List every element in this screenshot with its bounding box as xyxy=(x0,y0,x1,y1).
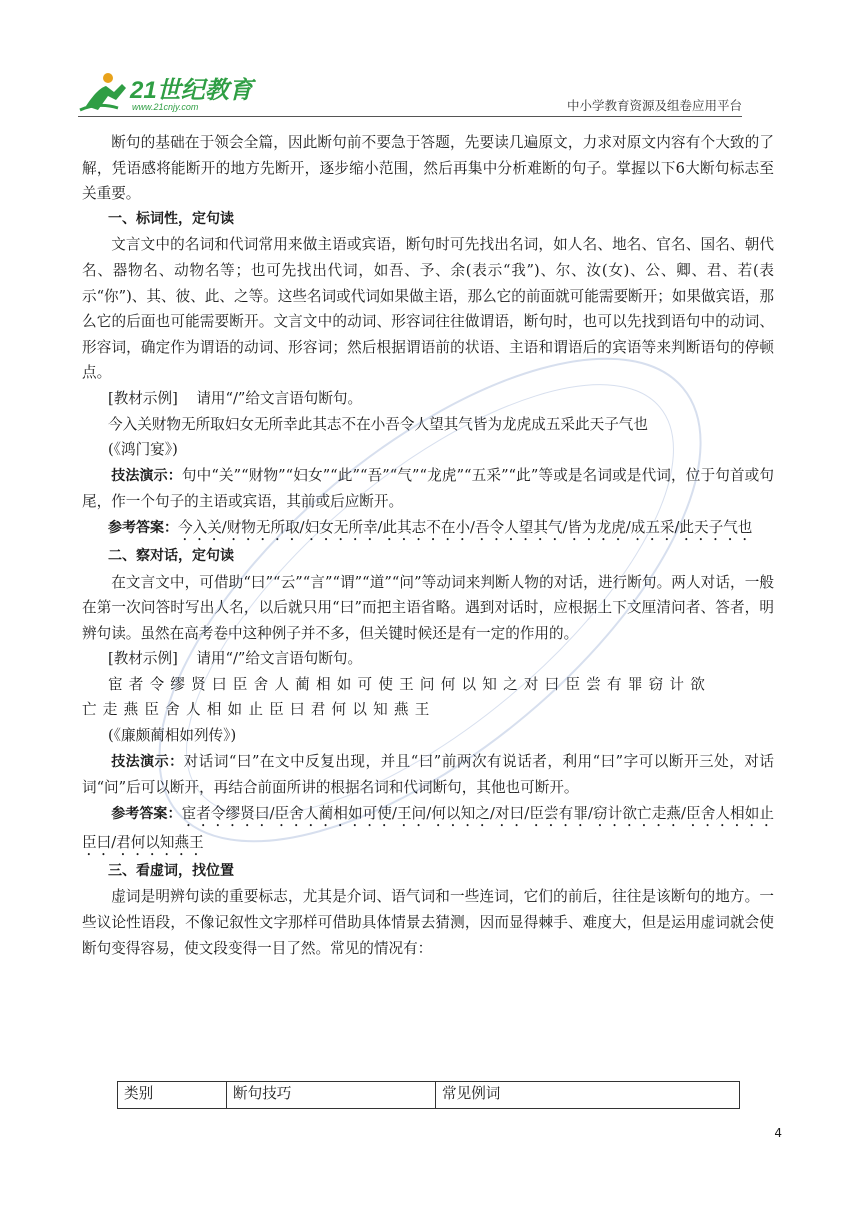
section-1-source: (《鸿门宴》) xyxy=(108,441,178,459)
example-prompt: 请用“/”给文言语句断句。 xyxy=(196,389,363,407)
technique-label: 技法演示： xyxy=(111,467,182,484)
section-2-heading: 二、察对话，定句读 xyxy=(108,547,234,564)
platform-name: 中小学教育资源及组卷应用平台 xyxy=(566,98,742,113)
answer-text: 今入关/财物无所取/妇女无所幸/此其志不在小/吾令人望其气/皆为龙虎/成五采/此天子气也 xyxy=(178,518,753,536)
technique-label: 技法演示： xyxy=(111,753,184,770)
21cnjy-logo xyxy=(78,70,258,114)
page-header xyxy=(78,66,742,118)
section-2-paragraph: 在文言文中，可借助“曰”“云”“言”“谓”“道”“问”等动词来判断人物的对话，进行断句。两人对话，一般在第一次问答时写出人名，以后就只用“曰”而把主语省略。遇到对话时，应根据上下文厘清问者、答者，明辨句读。虽然在高考卷中这种例子并不多，但关键时候还是有一定的作用的。 xyxy=(82,573,774,642)
section-1-example-text: 今入关财物无所取妇女无所幸此其志不在小吾令人望其气皆为龙虎成五采此天子气也 xyxy=(108,415,648,433)
section-1-example xyxy=(82,386,774,412)
table-header-row xyxy=(118,1082,740,1109)
example-label: [教材示例] xyxy=(108,650,178,668)
answer-label: 参考答案： xyxy=(108,519,178,536)
logo-url: www.21cnjy.com xyxy=(132,102,199,112)
section-2-example-line-2: 亡走燕臣舍人相如止臣曰君何以知燕王 xyxy=(82,701,436,719)
document-body xyxy=(82,130,774,961)
example-label: [教材示例] xyxy=(108,389,178,407)
technique-text: 对话词“曰”在文中反复出现，并且“曰”前两次有说话者，利用“曰”字可以断开三处，对话词“问”后可以断开，再结合前面所讲的根据名词和代词断句，其他也可断开。 xyxy=(82,752,774,797)
section-2-answer xyxy=(82,801,774,859)
answer-text: 宦者令缪贤曰/臣舍人蔺相如可使/王问/何以知之/对曰/臣尝有罪/窃计欲亡走燕/臣舍人相如止臣曰/君何以知燕王 xyxy=(82,804,774,851)
example-prompt: 请用“/”给文言语句断句。 xyxy=(196,650,363,668)
technique-text: 句中“关”“财物”“妇女”“此”“吾”“气”“龙虎”“五采”“此”等或是名词或是代词，位于句首或句尾，作一个句子的主语或宾语，其前或后应断开。 xyxy=(82,466,775,511)
table-header-cell: 断句技巧 xyxy=(227,1082,436,1109)
section-1-heading: 一、标词性，定句读 xyxy=(108,210,234,227)
table-header-cell: 常见例词 xyxy=(436,1082,740,1109)
section-2-example xyxy=(82,646,774,672)
section-1-paragraph: 文言文中的名词和代词常用来做主语或宾语，断句时可先找出名词，如人名、地名、官名、国名、朝代名、器物名、动物名等；也可先找出代词，如吾、予、余(表示“我”)、尔、汝(女)、公、卿、君、若(表示“你”)、其、彼、此、之等。这些名词或代词如果做主语，那么它的前面就可能需要断开；如果做宾语，那么它的后面也可能需要断开。文言文中的动词、形容词往往做谓语，断句时，也可以先找到语句中的动词、形容词，确定作为谓语的动词、形容词；然后根据谓语前的状语、主语和谓语后的宾语等来判断语句的停顿点。 xyxy=(82,236,774,382)
answer-label: 参考答案： xyxy=(111,805,182,822)
section-2-technique xyxy=(82,749,774,801)
section-3-paragraph: 虚词是明辨句读的重要标志，尤其是介词、语气词和一些连词，它们的前后，往往是该断句的地方。一些议论性语段，不像记叙性文字那样可借助具体情景去猜测，因而显得棘手、难度大，但是运用虚词就会使断句变得容易，使文段变得一目了然。常见的情况有： xyxy=(82,888,774,957)
header-rule xyxy=(78,116,742,117)
section-1-technique xyxy=(82,463,774,515)
category-table xyxy=(117,1081,740,1109)
section-1-answer xyxy=(82,515,774,544)
section-2-example-line-1: 宦者令缪贤曰臣舍人蔺相如可使王问何以知之对曰臣尝有罪窃计欲 xyxy=(108,675,712,693)
logo-text: 21世纪教育 xyxy=(130,77,253,104)
table-header-cell: 类别 xyxy=(118,1082,227,1109)
page-number: 4 xyxy=(774,1126,782,1140)
section-3-heading: 三、看虚词，找位置 xyxy=(108,862,234,879)
intro-paragraph: 断句的基础在于领会全篇，因此断句前不要急于答题，先要读几遍原文，力求对原文内容有个大致的了解，凭语感将能断开的地方先断开，逐步缩小范围，然后再集中分析难断的句子。掌握以下6大断句标志至关重要。 xyxy=(82,134,774,203)
section-2-source: (《廉颇蔺相如列传》) xyxy=(108,727,237,745)
